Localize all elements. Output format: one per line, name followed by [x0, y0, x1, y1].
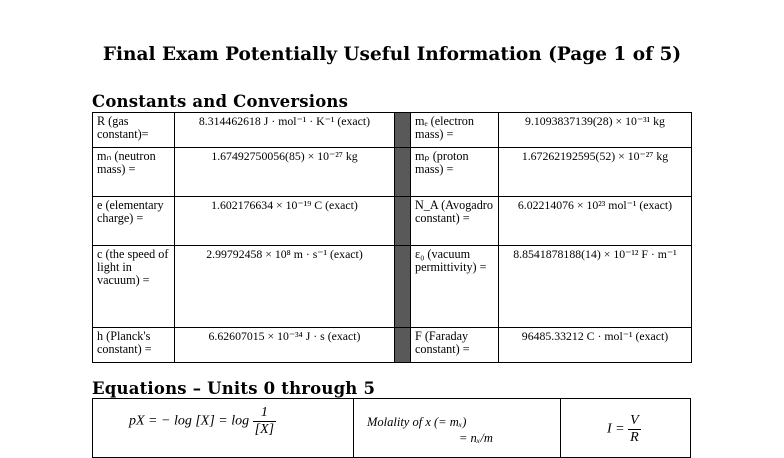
column-separator — [395, 328, 411, 363]
constant-label: mₚ (proton mass) = — [411, 148, 499, 197]
table-row — [93, 148, 692, 197]
constant-label: c (the speed of light in vacuum) = — [93, 246, 175, 328]
equation-lhs: I = — [607, 421, 625, 437]
equation-molality — [367, 414, 493, 446]
equations-box — [92, 398, 691, 458]
table-row — [93, 246, 692, 328]
table-row — [93, 328, 692, 363]
table-row — [93, 113, 692, 148]
constant-value: 1.67262192595(52) × 10⁻²⁷ kg — [499, 148, 692, 197]
constant-label: R (gas constant)= — [93, 113, 175, 148]
equation-px — [129, 405, 276, 438]
constants-heading: Constants and Conversions — [92, 92, 349, 111]
constant-label: e (elementary charge) = — [93, 197, 175, 246]
fraction-denominator: [X] — [254, 422, 275, 437]
constant-label: mₙ (neutron mass) = — [93, 148, 175, 197]
constant-label: N_A (Avogadro constant) = — [411, 197, 499, 246]
constant-value: 8.314462618 J · mol⁻¹ · K⁻¹ (exact) — [175, 113, 395, 148]
column-separator — [395, 246, 411, 328]
constant-label: F (Faraday constant) = — [411, 328, 499, 363]
equation-line: Molality of x (= mₓ) — [367, 415, 467, 429]
constant-value: 6.62607015 × 10⁻³⁴ J · s (exact) — [175, 328, 395, 363]
equation-lhs: pX = − log [X] = log — [129, 413, 250, 429]
equation-current — [607, 413, 641, 446]
column-separator — [395, 197, 411, 246]
fraction-numerator: V — [630, 413, 639, 428]
equations-heading: Equations – Units 0 through 5 — [92, 379, 376, 398]
constants-table — [92, 112, 692, 363]
constant-value: 96485.33212 C · mol⁻¹ (exact) — [499, 328, 692, 363]
constant-value: 2.99792458 × 10⁸ m · s⁻¹ (exact) — [175, 246, 395, 328]
fraction-numerator: 1 — [253, 405, 276, 422]
constant-value: 1.67492750056(85) × 10⁻²⁷ kg — [175, 148, 395, 197]
table-row — [93, 197, 692, 246]
constant-value: 9.1093837139(28) × 10⁻³¹ kg — [499, 113, 692, 148]
equation-divider — [560, 399, 561, 457]
page-title: Final Exam Potentially Useful Information (Page 1 of 5) — [102, 44, 682, 65]
constant-value: 1.602176634 × 10⁻¹⁹ C (exact) — [175, 197, 395, 246]
column-separator — [395, 148, 411, 197]
constant-value: 6.02214076 × 10²³ mol⁻¹ (exact) — [499, 197, 692, 246]
constant-label: h (Planck's constant) = — [93, 328, 175, 363]
equation-line: = nₓ/m — [459, 431, 493, 445]
fraction-denominator: R — [630, 430, 639, 445]
fraction — [628, 413, 641, 446]
fraction — [253, 405, 276, 438]
equation-divider — [353, 399, 354, 457]
column-separator — [395, 113, 411, 148]
constant-label: mₑ (electron mass) = — [411, 113, 499, 148]
constant-value: 8.8541878188(14) × 10⁻¹² F · m⁻¹ — [499, 246, 692, 328]
constant-label: ε₀ (vacuum permittivity) = — [411, 246, 499, 328]
